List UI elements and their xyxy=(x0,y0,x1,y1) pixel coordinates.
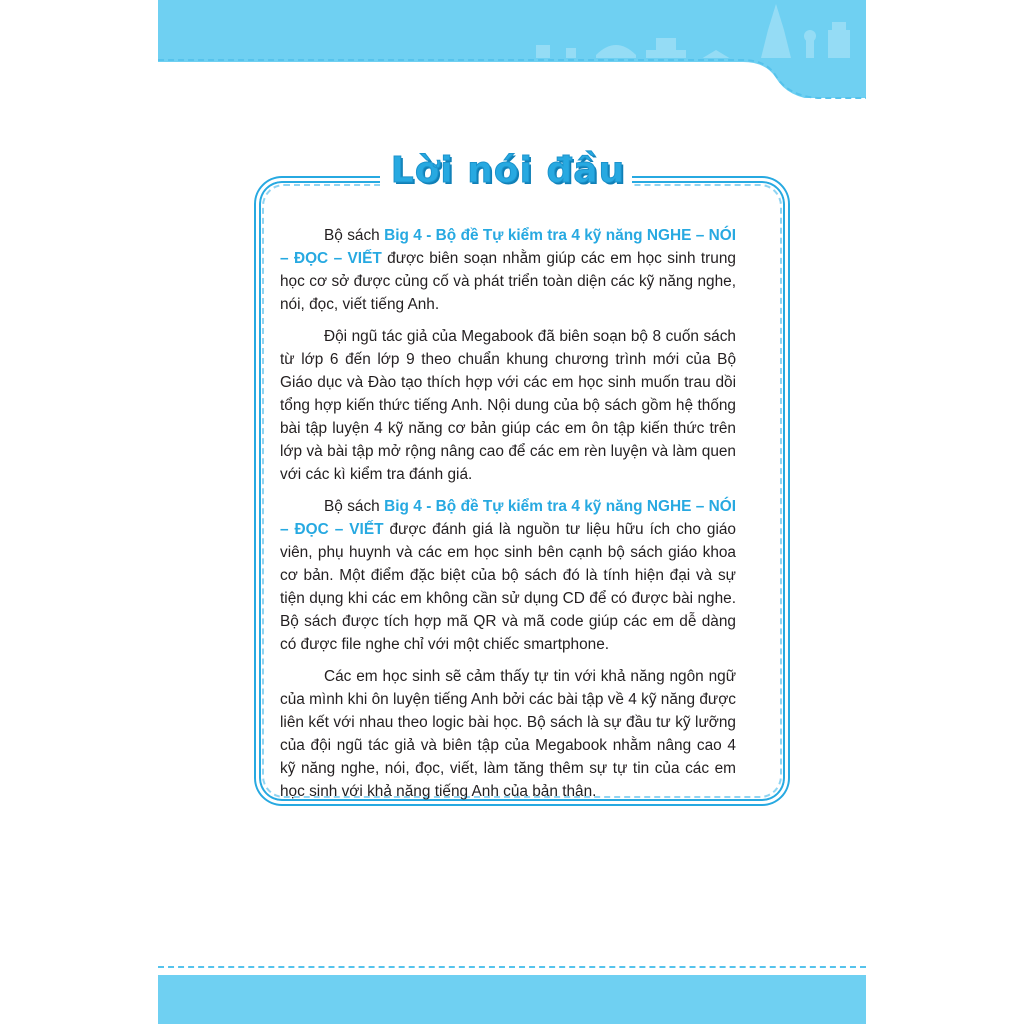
footer-divider xyxy=(158,966,866,968)
book-title-highlight: Big 4 - Bộ đề Tự kiểm tra 4 kỹ năng NGHE – NÓI – ĐỌC – VIẾT xyxy=(280,498,737,538)
page-title: Lời nói đầu xyxy=(390,150,626,191)
paragraph-3 xyxy=(280,495,736,656)
book-title-highlight: Big 4 - Bộ đề Tự kiểm tra 4 kỹ năng NGHE – NÓI – ĐỌC – VIẾT xyxy=(280,227,737,267)
paragraph-3-text: được đánh giá là nguồn tư liệu hữu ích cho giáo viên, phụ huynh và các em học sinh bên cạnh bộ sách giáo khoa cơ bản. Một điểm đặc biệt của bộ sách đó là tính hiện đại và sự tiện dụng khi các em không cần sử dụng CD để có được bài nghe. Bộ sách được tích hợp mã QR và mã code giúp các em dễ dàng có được file nghe chỉ với một chiếc smartphone. xyxy=(280,521,736,653)
header-wave-divider xyxy=(158,58,866,108)
paragraph-1-intro: Bộ sách xyxy=(324,227,385,244)
preface-body xyxy=(280,224,736,812)
paragraph-2: Đội ngũ tác giả của Megabook đã biên soạn bộ 8 cuốn sách từ lớp 6 đến lớp 9 theo chuẩn khung chương trình mới của Bộ Giáo dục và Đào tạo thích hợp với các em học sinh muốn trau dồi tổng hợp kiến thức tiếng Anh. Nội dung của bộ sách gồm hệ thống bài tập luyện 4 kỹ năng cơ bản giúp các em ôn tập kiến thức trên lớp và bài tập mở rộng nâng cao để các em rèn luyện và làm quen với các kì kiểm tra đánh giá. xyxy=(280,328,736,483)
footer-band xyxy=(158,975,866,1024)
paragraph-1 xyxy=(280,224,736,316)
paragraph-4: Các em học sinh sẽ cảm thấy tự tin với khả năng ngôn ngữ của mình khi ôn luyện tiếng Anh bởi các bài tập về 4 kỹ năng được liên kết với nhau theo logic bài học. Bộ sách là sự đầu tư kỹ lưỡng của đội ngũ tác giả và biên tập của Megabook nhằm nâng cao 4 kỹ năng nghe, nói, đọc, viết, làm tăng thêm sự tự tin của các em học sinh với khả năng tiếng Anh của bản thân. xyxy=(280,668,736,800)
paragraph-1-text: được biên soạn nhằm giúp các em học sinh trung học cơ sở được củng cố và phát triển toàn diện các kỹ năng nghe, nói, đọc, viết tiếng Anh. xyxy=(280,250,736,313)
paragraph-3-intro: Bộ sách xyxy=(324,498,385,515)
